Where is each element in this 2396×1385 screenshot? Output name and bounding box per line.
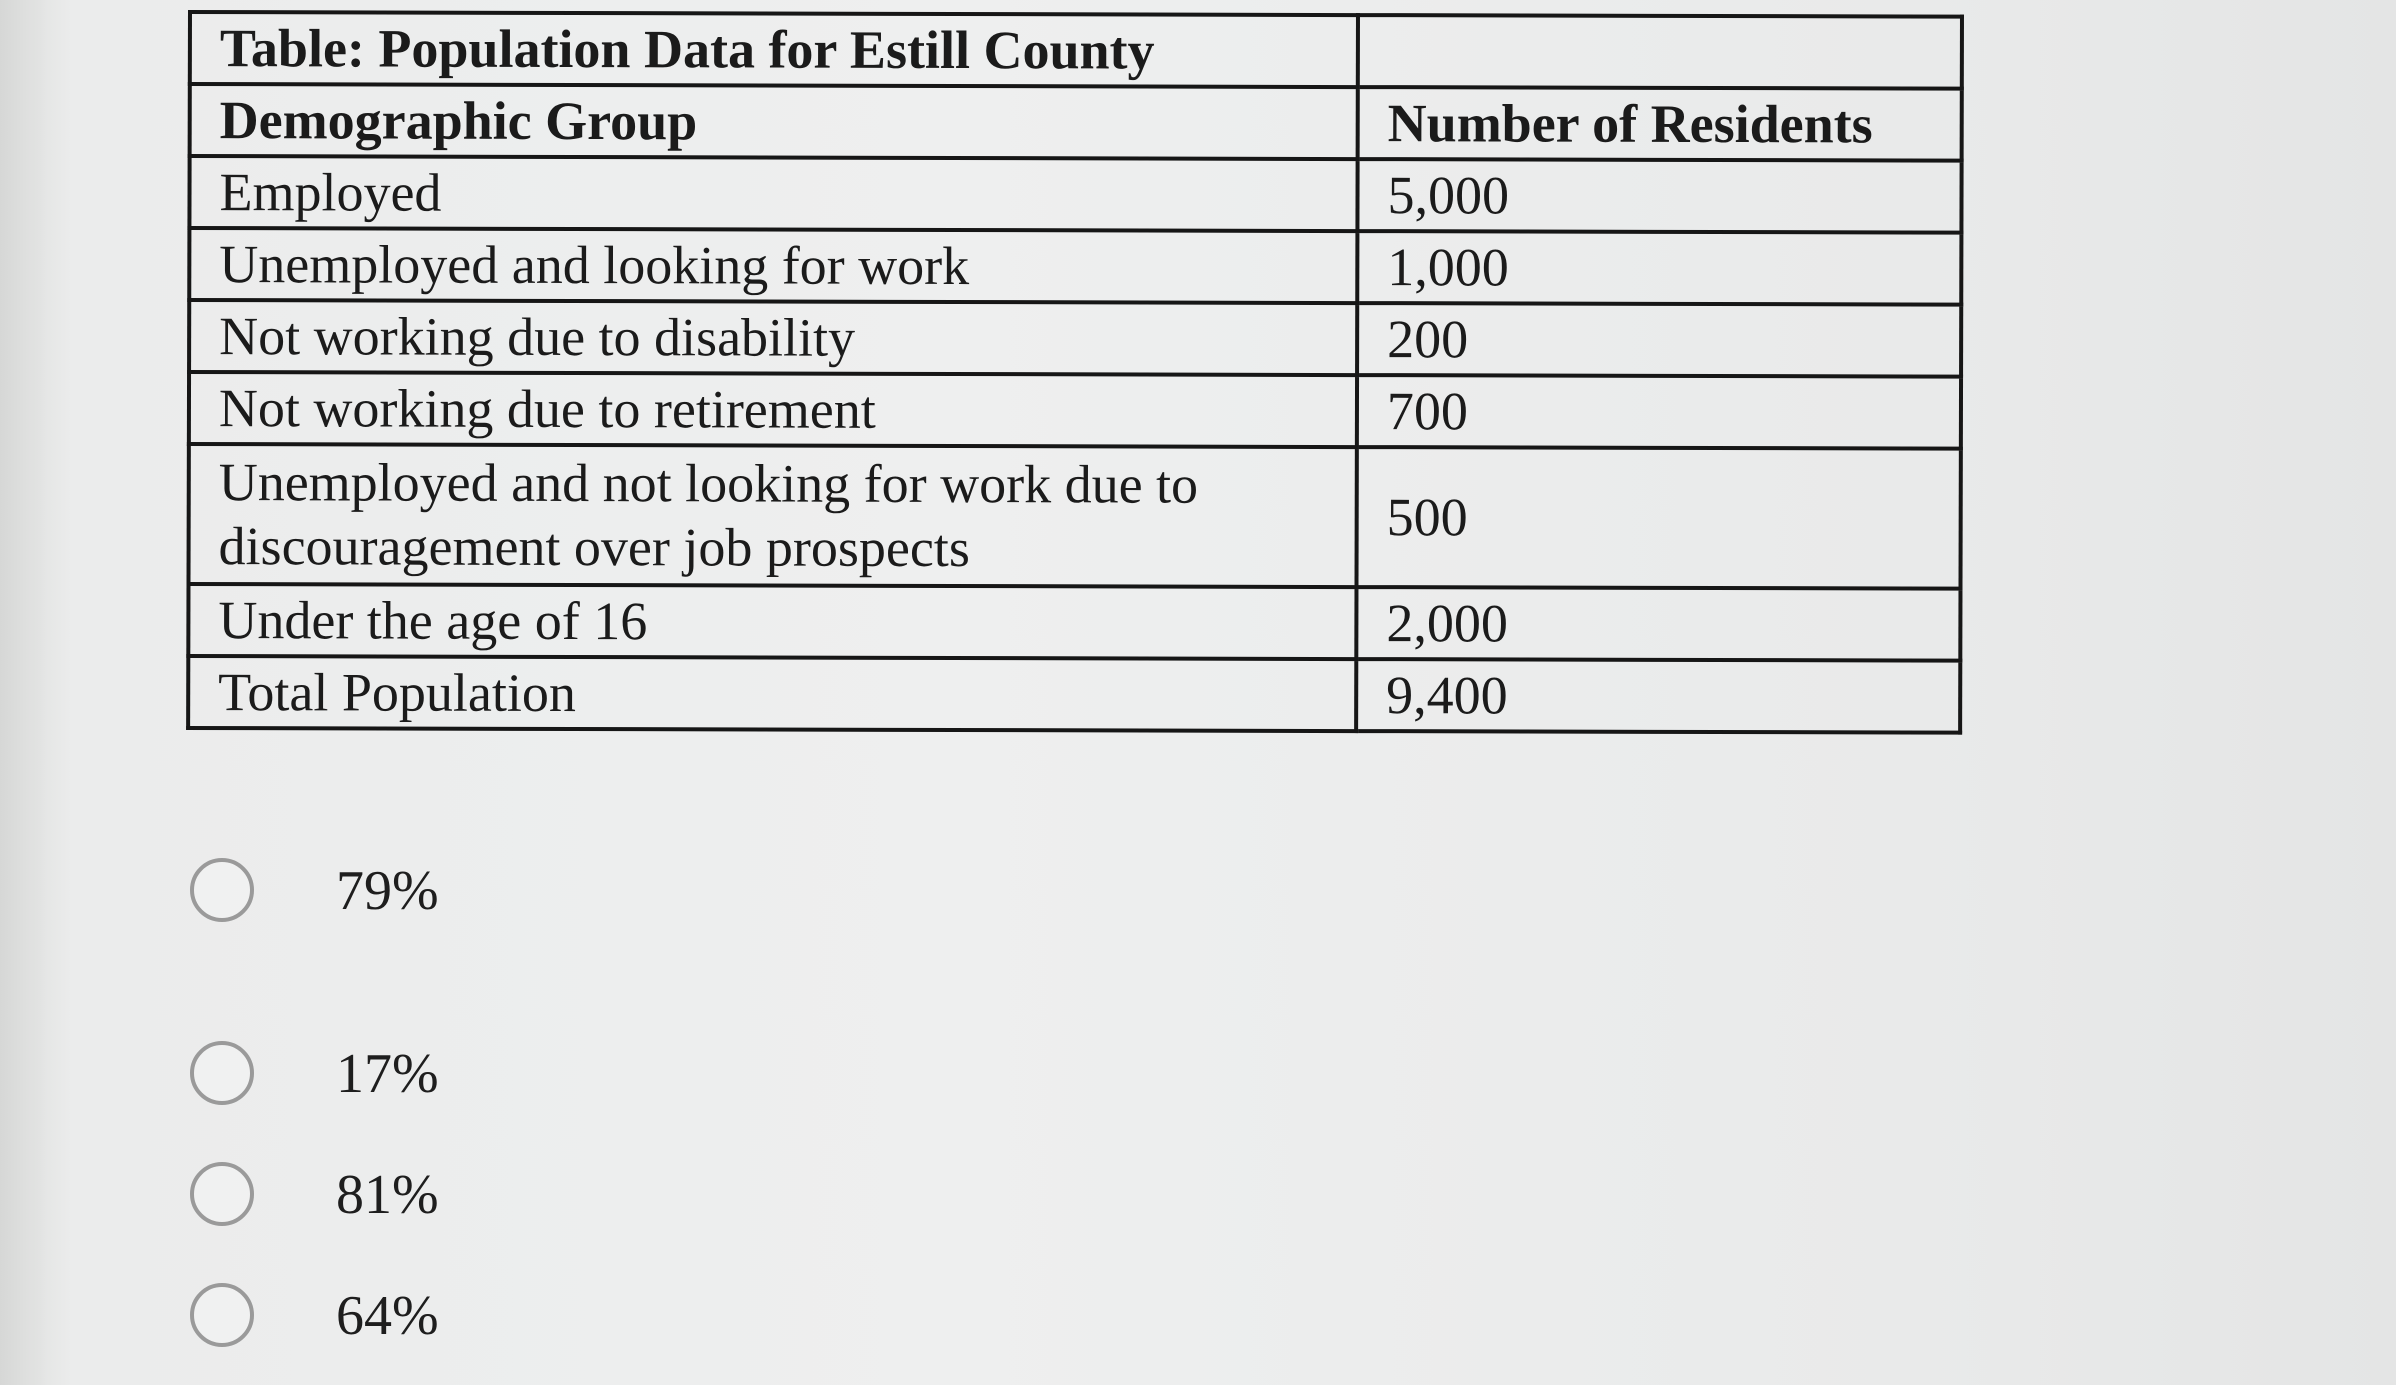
answer-option[interactable] bbox=[188, 1039, 588, 1119]
table-row bbox=[189, 372, 1961, 449]
answer-option[interactable] bbox=[188, 856, 588, 936]
row-count: 500 bbox=[1356, 447, 1960, 589]
answer-option[interactable] bbox=[188, 1160, 588, 1240]
row-count: 2,000 bbox=[1356, 587, 1960, 661]
header-demographic-group: Demographic Group bbox=[190, 84, 1358, 159]
table-title: Table: Population Data for Estill County bbox=[190, 12, 1358, 87]
row-count: 1,000 bbox=[1357, 231, 1961, 305]
row-group: Unemployed and looking for work bbox=[189, 228, 1357, 303]
table-row bbox=[188, 656, 1960, 733]
table-row bbox=[188, 584, 1960, 661]
row-group: Under the age of 16 bbox=[188, 584, 1356, 659]
row-count: 700 bbox=[1357, 375, 1961, 449]
option-label: 17% bbox=[336, 1043, 439, 1105]
header-number-of-residents: Number of Residents bbox=[1358, 87, 1962, 161]
population-table bbox=[186, 10, 1964, 735]
table-row bbox=[189, 228, 1961, 305]
row-group: Total Population bbox=[188, 656, 1356, 731]
table-header-row bbox=[190, 84, 1962, 161]
answer-option[interactable] bbox=[188, 1281, 588, 1361]
table-row bbox=[189, 300, 1961, 377]
option-label: 81% bbox=[336, 1164, 439, 1226]
option-label: 79% bbox=[336, 860, 439, 922]
row-group: Employed bbox=[189, 156, 1357, 231]
radio-button[interactable] bbox=[190, 1041, 254, 1105]
row-count: 9,400 bbox=[1356, 659, 1960, 733]
page-edge-shadow bbox=[0, 0, 46, 1385]
radio-button[interactable] bbox=[190, 858, 254, 922]
table-title-row bbox=[190, 12, 1962, 89]
table-row bbox=[189, 156, 1961, 233]
row-group: Unemployed and not looking for work due to discouragement over job prospects bbox=[188, 444, 1356, 587]
table-title-empty-cell bbox=[1358, 15, 1962, 89]
row-group: Not working due to disability bbox=[189, 300, 1357, 375]
row-count: 200 bbox=[1357, 303, 1961, 377]
option-label: 64% bbox=[336, 1285, 439, 1347]
radio-button[interactable] bbox=[190, 1283, 254, 1347]
row-count: 5,000 bbox=[1357, 159, 1961, 233]
row-group: Not working due to retirement bbox=[189, 372, 1357, 447]
radio-button[interactable] bbox=[190, 1162, 254, 1226]
table-row bbox=[188, 444, 1960, 589]
